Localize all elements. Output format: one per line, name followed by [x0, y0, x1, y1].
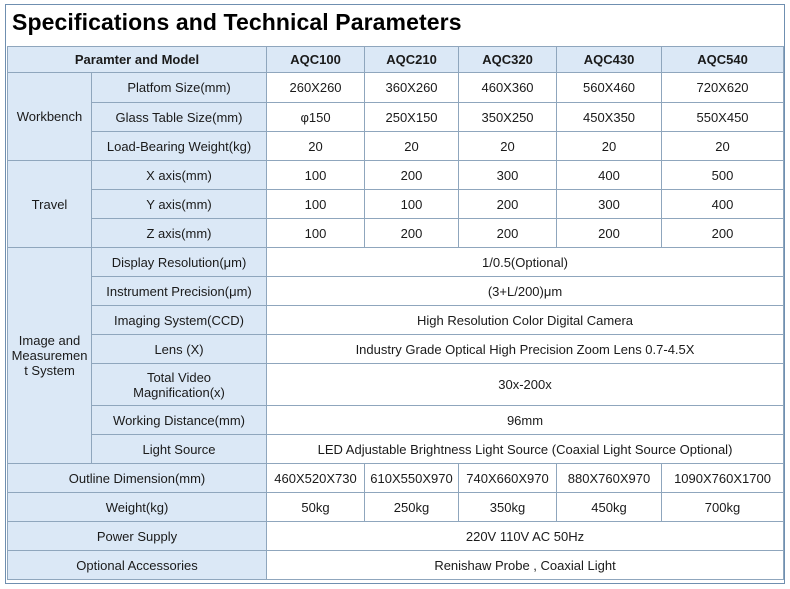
cell-value: 100: [267, 190, 365, 219]
cell-value: 1/0.5(Optional): [267, 248, 784, 277]
cell-value: LED Adjustable Brightness Light Source (Coaxial Light Source Optional): [267, 435, 784, 464]
row-label: Load-Bearing Weight(kg): [92, 132, 267, 161]
row-label: Weight(kg): [8, 493, 267, 522]
cell-value: 500: [662, 161, 784, 190]
cell-value: (3+L/200)μm: [267, 277, 784, 306]
cell-value: High Resolution Color Digital Camera: [267, 306, 784, 335]
row-label: Z axis(mm): [92, 219, 267, 248]
row-label: Light Source: [92, 435, 267, 464]
table-row: [8, 335, 784, 364]
row-label: Display Resolution(μm): [92, 248, 267, 277]
page-title: Specifications and Technical Parameters: [12, 9, 462, 35]
table-row: [8, 219, 784, 248]
group-image-measurement: [8, 248, 92, 464]
cell-value: 300: [459, 161, 557, 190]
header-model: AQC540: [662, 47, 784, 73]
group-workbench: Workbench: [8, 73, 92, 161]
cell-value: 96mm: [267, 406, 784, 435]
row-label: Lens (X): [92, 335, 267, 364]
cell-value: 350kg: [459, 493, 557, 522]
row-label: Optional Accessories: [8, 551, 267, 580]
cell-value: 20: [365, 132, 459, 161]
row-label: Glass Table Size(mm): [92, 103, 267, 132]
cell-value: Renishaw Probe , Coaxial Light: [267, 551, 784, 580]
table-row: [8, 277, 784, 306]
table-row: [8, 364, 784, 406]
header-param-label: Paramter and Model: [8, 47, 267, 73]
cell-value: 20: [557, 132, 662, 161]
cell-value: 1090X760X1700: [662, 464, 784, 493]
cell-value: 740X660X970: [459, 464, 557, 493]
cell-value: Industry Grade Optical High Precision Zoom Lens 0.7-4.5X: [267, 335, 784, 364]
cell-value: 20: [662, 132, 784, 161]
table-row: [8, 103, 784, 132]
cell-value: 200: [459, 219, 557, 248]
cell-value: 100: [267, 219, 365, 248]
cell-value: 100: [365, 190, 459, 219]
group-travel: Travel: [8, 161, 92, 248]
row-label: Platfom Size(mm): [92, 73, 267, 103]
row-label: Power Supply: [8, 522, 267, 551]
row-label: Working Distance(mm): [92, 406, 267, 435]
cell-value: 550X450: [662, 103, 784, 132]
cell-value: 610X550X970: [365, 464, 459, 493]
cell-value: 450X350: [557, 103, 662, 132]
cell-value: 400: [557, 161, 662, 190]
cell-value: 300: [557, 190, 662, 219]
header-model: AQC430: [557, 47, 662, 73]
cell-value: 360X260: [365, 73, 459, 103]
cell-value: 250kg: [365, 493, 459, 522]
header-model: AQC100: [267, 47, 365, 73]
group-line: t System: [24, 363, 75, 378]
cell-value: 200: [459, 190, 557, 219]
cell-value: 50kg: [267, 493, 365, 522]
cell-value: 400: [662, 190, 784, 219]
table-row: [8, 73, 784, 103]
cell-value: 250X150: [365, 103, 459, 132]
row-label: Instrument Precision(μm): [92, 277, 267, 306]
cell-value: 20: [267, 132, 365, 161]
cell-value: 220V 110V AC 50Hz: [267, 522, 784, 551]
cell-value: 200: [662, 219, 784, 248]
cell-value: 200: [365, 219, 459, 248]
spec-table: [7, 46, 784, 580]
table-row: [8, 306, 784, 335]
table-row: [8, 406, 784, 435]
cell-value: 260X260: [267, 73, 365, 103]
cell-value: 350X250: [459, 103, 557, 132]
table-row: [8, 522, 784, 551]
row-label: Imaging System(CCD): [92, 306, 267, 335]
row-label: Outline Dimension(mm): [8, 464, 267, 493]
header-model: AQC320: [459, 47, 557, 73]
cell-value: 200: [557, 219, 662, 248]
table-row: [8, 464, 784, 493]
table-row: [8, 161, 784, 190]
row-label: [92, 364, 267, 406]
table-row: [8, 493, 784, 522]
group-line: Measuremen: [11, 348, 88, 363]
row-label-line: Magnification(x): [133, 384, 225, 400]
group-line: Image and: [18, 333, 81, 348]
cell-value: 880X760X970: [557, 464, 662, 493]
row-label-line: Total Video: [146, 369, 212, 385]
cell-value: 560X460: [557, 73, 662, 103]
cell-value: 30x-200x: [267, 364, 784, 406]
cell-value: 460X360: [459, 73, 557, 103]
cell-value: 200: [365, 161, 459, 190]
header-model: AQC210: [365, 47, 459, 73]
cell-value: 450kg: [557, 493, 662, 522]
table-row: [8, 248, 784, 277]
cell-value: 100: [267, 161, 365, 190]
row-label: Y axis(mm): [92, 190, 267, 219]
row-label: X axis(mm): [92, 161, 267, 190]
table-row: [8, 132, 784, 161]
table-row: [8, 551, 784, 580]
cell-value: φ150: [267, 103, 365, 132]
cell-value: 20: [459, 132, 557, 161]
cell-value: 700kg: [662, 493, 784, 522]
cell-value: 720X620: [662, 73, 784, 103]
header-row: [8, 47, 784, 73]
table-row: [8, 435, 784, 464]
table-row: [8, 190, 784, 219]
cell-value: 460X520X730: [267, 464, 365, 493]
